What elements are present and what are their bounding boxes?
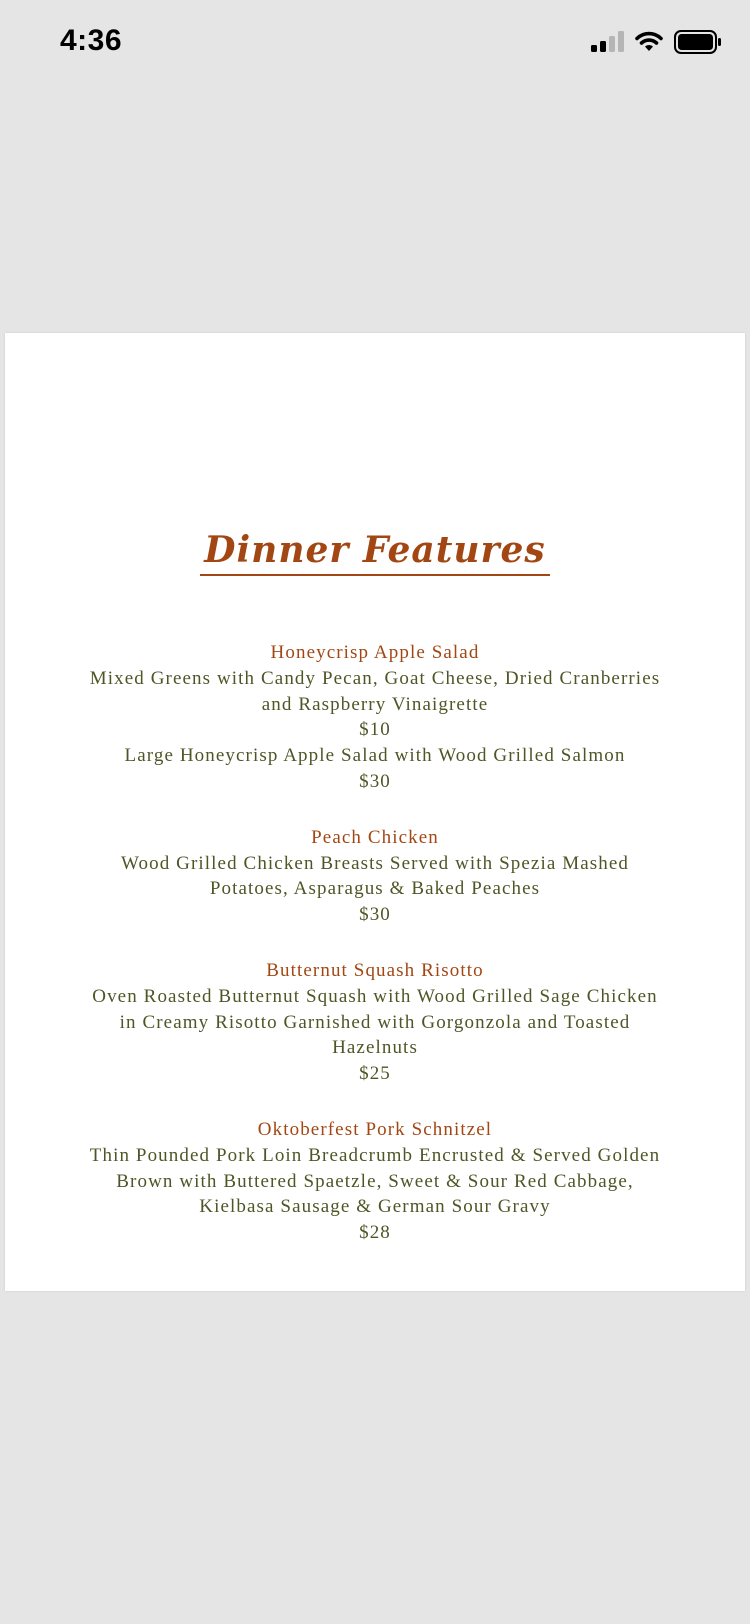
status-icons [590,30,722,54]
item-price: $30 [359,904,391,926]
status-bar [0,0,750,90]
item-name: Honeycrisp Apple Salad [270,642,480,663]
wifi-icon [634,31,664,53]
menu-item-peach-chicken [30,825,720,928]
menu-item-honeycrisp-apple-salad [30,640,720,795]
item-description-line: Hazelnuts [332,1037,418,1059]
item-extra-price: $30 [359,770,391,792]
menu-items [30,640,720,1276]
item-description-line: Brown with Buttered Spaetzle, Sweet & Sour Red Cabbage, [116,1170,634,1192]
battery-icon [674,30,722,54]
item-description-line: and Raspberry Vinaigrette [261,693,489,715]
item-description-line: Potatoes, Asparagus & Baked Peaches [209,878,541,900]
item-price: $25 [359,1063,391,1085]
item-description-line: Mixed Greens with Candy Pecan, Goat Cheese, Dried Cranberries [89,667,661,689]
status-time: 4:36 [60,24,123,57]
item-description-line: Oven Roasted Butternut Squash with Wood Grilled Sage Chicken [92,985,658,1007]
item-price: $28 [359,1222,391,1244]
item-extra: Large Honeycrisp Apple Salad with Wood Grilled Salmon [124,745,626,767]
cellular-signal-icon [590,31,624,53]
item-description-line: in Creamy Risotto Garnished with Gorgonzola and Toasted [119,1011,631,1033]
menu-title-text: Dinner Features [200,528,549,576]
item-description-line: Wood Grilled Chicken Breasts Served with Spezia Mashed [121,852,629,874]
item-description-line: Thin Pounded Pork Loin Breadcrumb Encrusted & Served Golden [89,1144,661,1166]
item-name: Peach Chicken [311,826,439,848]
menu-title [0,528,750,576]
item-name: Oktoberfest Pork Schnitzel [257,1118,493,1140]
menu-item-oktoberfest-pork-schnitzel [30,1117,720,1246]
menu-item-butternut-squash-risotto [30,958,720,1087]
item-price: $10 [359,719,391,741]
item-name: Butternut Squash Risotto [266,959,484,981]
item-description-line: Kielbasa Sausage & German Sour Gravy [199,1196,551,1218]
